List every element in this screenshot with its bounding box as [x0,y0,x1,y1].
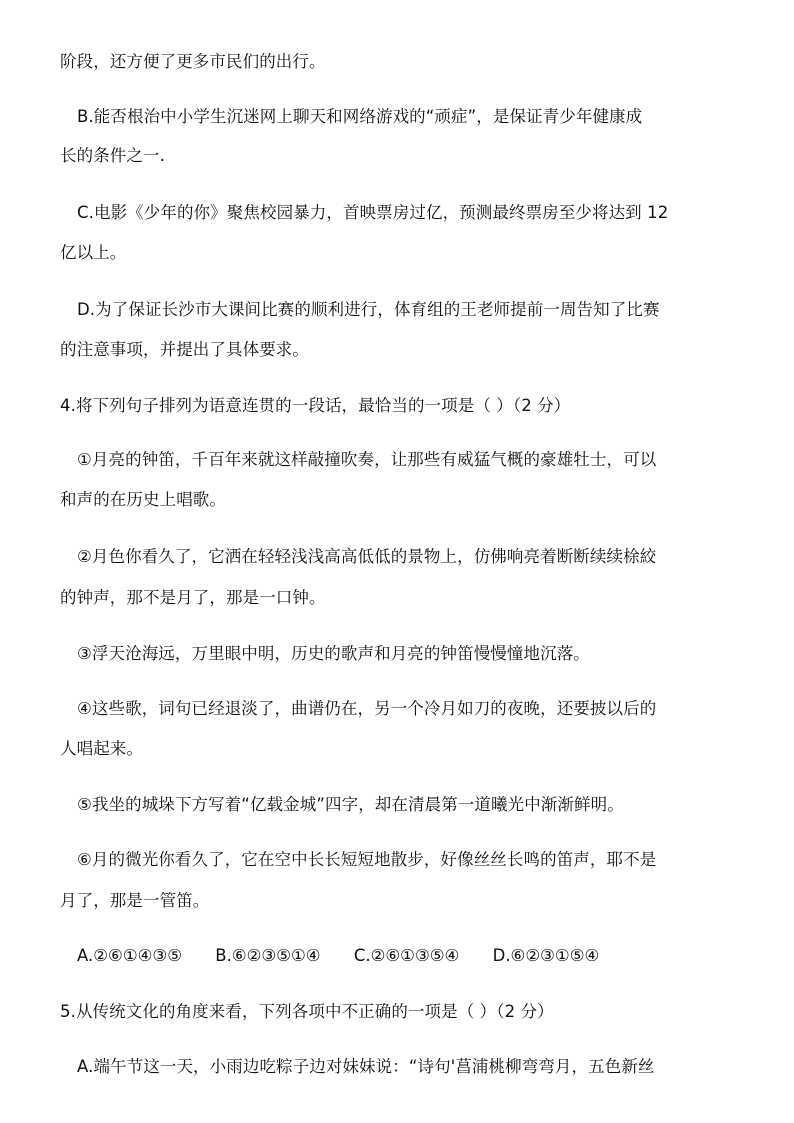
question-4-options [77,945,599,967]
sentence-6-line-2: 月了，那是一管笛。 [60,891,210,910]
option-c-line-1: C.电影《少年的你》聚焦校园暴力，首映票房过亿，预测最终票房至少将达到 12 [77,203,669,222]
option-a: A.②⑥①④③⑤ [77,946,182,965]
sentence-6-line-1: ⑥月的微光你看久了，它在空中长长短短地散步，好像丝丝长鸣的笛声，耶不是 [77,850,657,869]
question-5: 5.从传统文化的角度来看，下列各项中不正确的一项是（ ）（2 分） [60,1002,554,1021]
question-5-option-a: A.端午节这一天，小雨边吃粽子边对妹妹说：“诗句'菖浦桃柳弯弯月，五色新丝 [77,1057,655,1076]
sentence-1-line-1: ①月亮的钟笛，千百年来就这样敲撞吹奏，让那些有威猛气概的豪雄牡士，可以 [77,450,657,469]
sentence-1-line-2: 和声的在历史上唱歌。 [60,490,226,509]
question-4: 4.将下列句子排列为语意连贯的一段话，最恰当的一项是（ ）（2 分） [60,396,571,415]
option-b-line-1: B.能否根治中小学生沉迷网上聊天和网络游戏的“顽症”，是保证青少年健康成 [77,107,643,126]
option-b: B.⑥②③⑤①④ [215,946,321,965]
sentence-4-line-1: ④这些歌，词句已经退淡了，曲谱仍在，另一个冷月如刀的夜晚，还要披以后的 [77,699,657,718]
option-d-line-1: D.为了保证长沙市大课间比赛的顺利进行，体育组的王老师提前一周告知了比赛 [77,300,660,319]
option-b-line-2: 长的条件之一. [60,146,165,165]
sentence-4-line-2: 人唱起来。 [60,739,143,758]
option-c: C.②⑥①③⑤④ [353,946,460,965]
option-d-line-2: 的注意事项，并提出了具体要求。 [60,340,309,359]
text-line: 阶段，还方便了更多市民们的出行。 [60,52,326,71]
sentence-2-line-1: ②月色你看久了，它洒在轻轻浅浅高高低低的景物上，仿佛响亮着断断续续梌絞 [77,547,657,566]
sentence-2-line-2: 的钟声，那不是月了，那是一口钟。 [60,588,326,607]
option-c-line-2: 亿以上。 [60,243,127,262]
option-d: D.⑥②③①⑤④ [492,946,600,965]
sentence-3: ③浮天沧海远，万里眼中明，历史的歌声和月亮的钟笛慢慢憧地沉落。 [77,644,590,663]
sentence-5: ⑤我坐的城垛下方写着“亿载金城”四字，却在清晨第一道曦光中渐渐鲜明。 [77,795,624,814]
